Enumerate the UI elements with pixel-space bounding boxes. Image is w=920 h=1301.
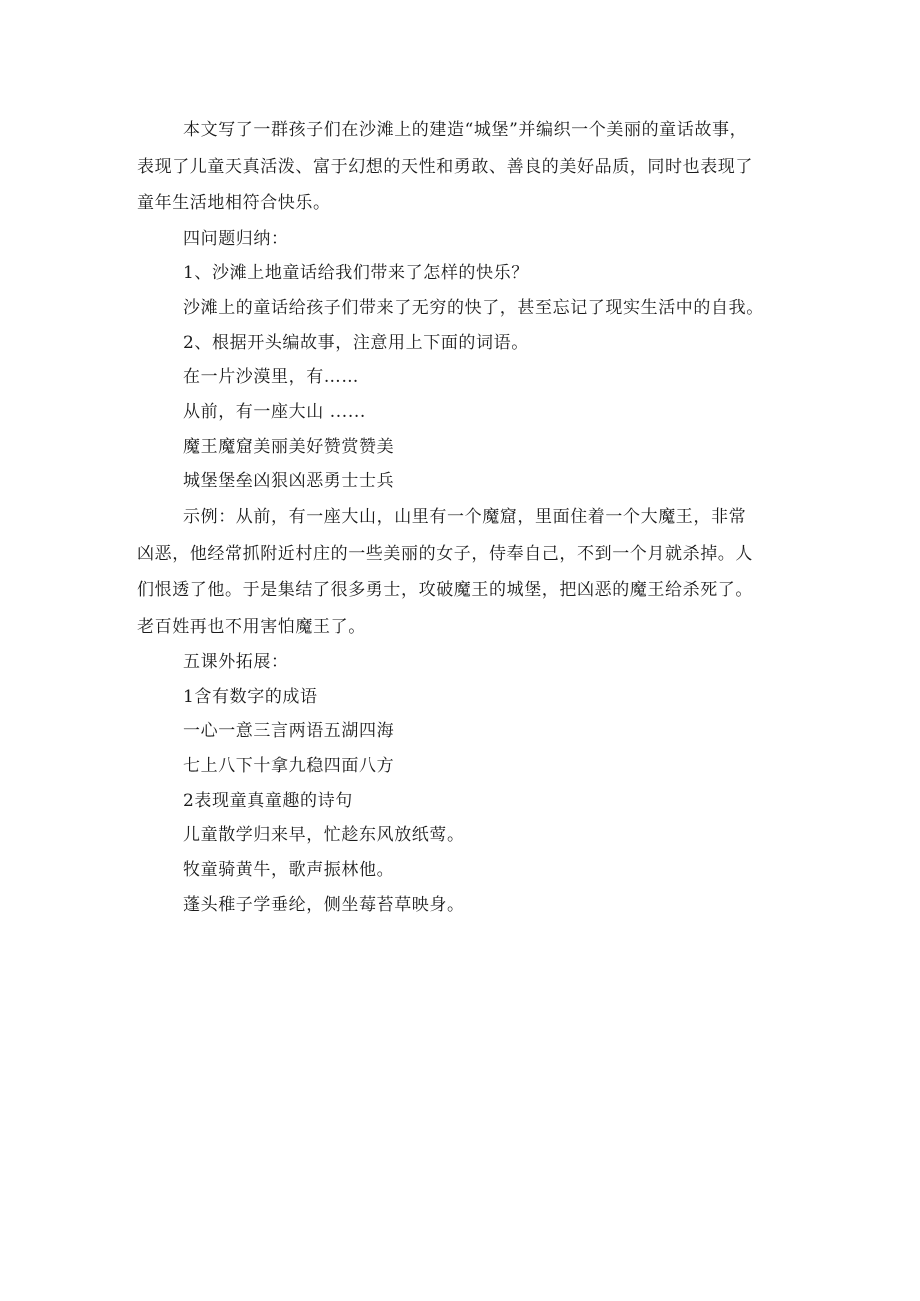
document-body <box>137 112 797 923</box>
idiom-list-2: 七上八下十拿九稳四面八方 <box>183 756 395 777</box>
answer-1: 沙滩上的童话给孩子们带来了无穷的快了，甚至忘记了现实生活中的自我。 <box>183 297 764 318</box>
poem-line-2: 牧童骑黄牛，歌声振林他。 <box>183 860 395 881</box>
idiom-list-1: 一心一意三言两语五湖四海 <box>183 721 395 742</box>
summary-line-3: 童年生活地相符合快乐。 <box>137 193 331 213</box>
section-4-heading: 四问题归纳： <box>183 228 289 249</box>
subsection-2-title: 2表现童真童趣的诗句 <box>183 790 353 811</box>
poem-line-1: 儿童散学归来早，忙趁东风放纸莺。 <box>183 825 465 846</box>
example-line-3: 们恨透了他。于是集结了很多勇士，攻破魔王的城堡，把凶恶的魔王给杀死了。 <box>137 580 753 600</box>
story-prompt-1: 在一片沙漠里，有…… <box>183 367 359 388</box>
word-list-1: 魔王魔窟美丽美好赞赏赞美 <box>183 436 395 457</box>
example-line-4: 老百姓再也不用害怕魔王了。 <box>137 616 366 637</box>
section-5-heading: 五课外拓展： <box>183 652 289 672</box>
summary-line-2: 表现了儿童天真活泼、富于幻想的天性和勇敢、善良的美好品质，同时也表现了 <box>137 156 753 177</box>
story-prompt-2: 从前，有一座大山 ...... <box>183 401 366 422</box>
subsection-1-title: 1含有数字的成语 <box>183 686 318 707</box>
poem-line-3: 蓬头稚子学垂纶，侧坐莓苔草映身。 <box>183 894 465 915</box>
question-2: 2、根据开头编故事，注意用上下面的词语。 <box>183 332 529 353</box>
word-list-2: 城堡堡垒凶狠凶恶勇士士兵 <box>183 471 395 492</box>
example-line-2: 凶恶，他经常抓附近村庄的一些美丽的女子，侍奉自己，不到一个月就杀掉。人 <box>137 543 753 564</box>
summary-line-1: 本文写了一群孩子们在沙滩上的建造“城堡”并编织一个美丽的童话故事， <box>183 120 748 140</box>
example-line-1: 示例：从前，有一座大山，山里有一个魔窟，里面住着一个大魔王，非常 <box>183 507 747 527</box>
question-1: 1、沙滩上地童话给我们带来了怎样的快乐？ <box>183 263 529 284</box>
